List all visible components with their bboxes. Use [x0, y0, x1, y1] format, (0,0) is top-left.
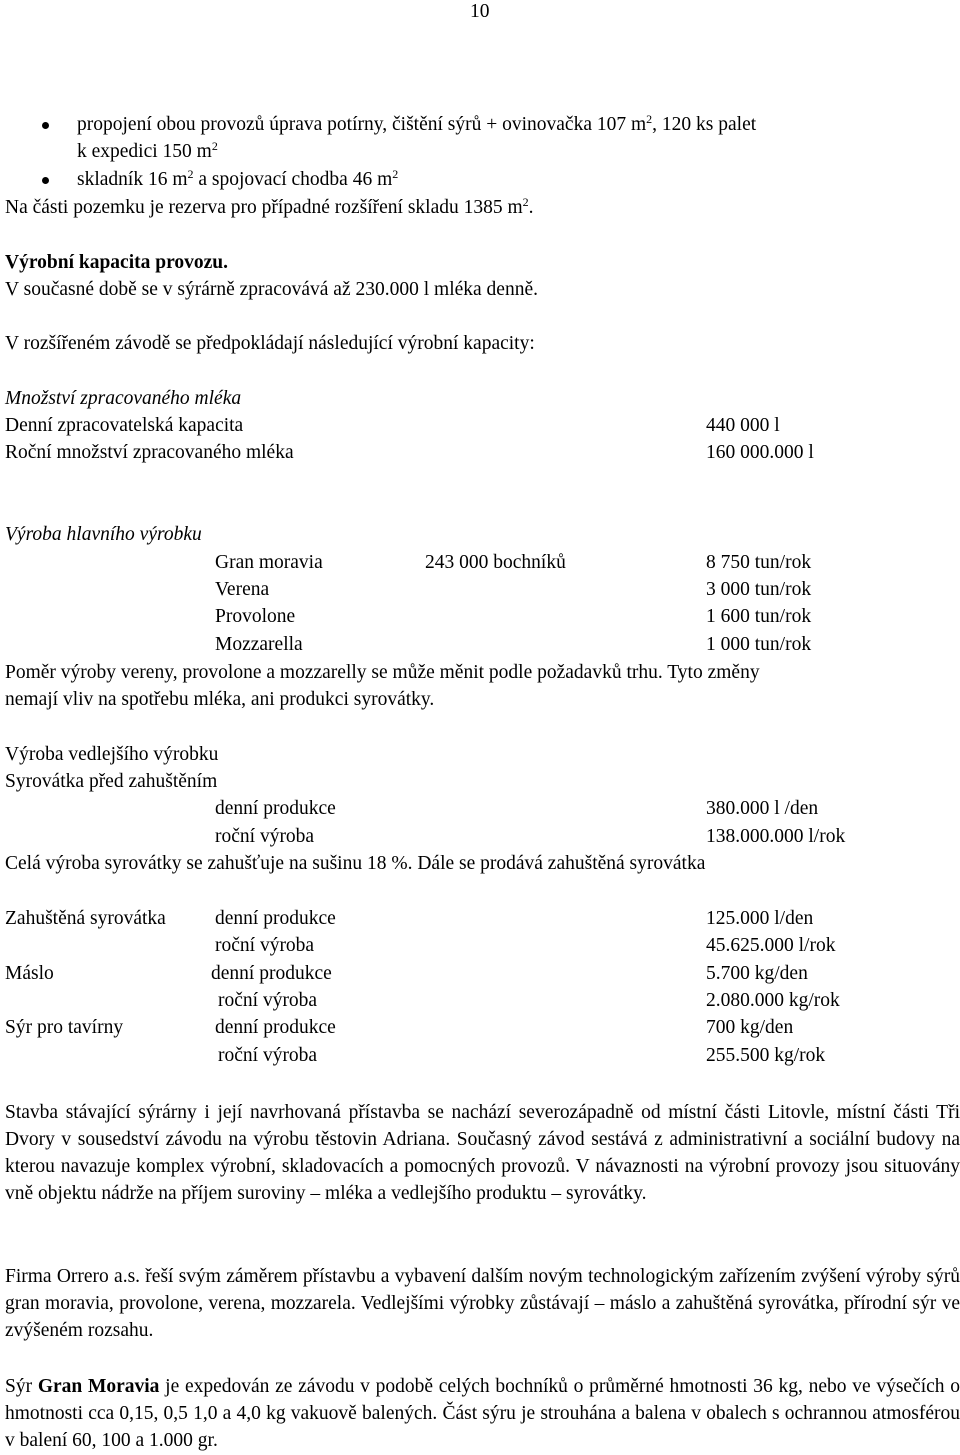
product-name: Zahuštěná syrovátka — [5, 908, 166, 929]
product-label: roční výroba — [215, 935, 315, 956]
page-number: 10 — [470, 1, 490, 22]
capacity-now: V současné době se v sýrárně zpracovává až 230.000 l mléka denně. — [5, 279, 538, 300]
bullet-dot — [42, 177, 49, 184]
side-product-value: 380.000 l /den — [706, 798, 819, 819]
product-value: 700 kg/den — [706, 1017, 794, 1038]
milk-row-value: 160 000.000 l — [706, 442, 814, 463]
side-product-note: Celá výroba syrovátky se zahušťuje na sušinu 18 %. Dále se prodává zahuštěná syrovátka — [5, 853, 706, 874]
main-product-name: Gran moravia — [215, 552, 323, 573]
side-product-label: roční výroba — [215, 826, 315, 847]
paragraph-plan: Firma Orrero a.s. řeší svým záměrem přístavbu a vybavení dalším novým technologickým zařízením zvýšení výroby sýrů gran moravia, provolone, verena, mozzarela. Vedlejšími výrobky zůstávají – máslo a zahuštěná syrovátka, přírodní sýr ve zvýšeném rozsahu. — [5, 1266, 960, 1341]
milk-row-value: 440 000 l — [706, 415, 780, 436]
paragraph-location: Stavba stávající sýrárny i její navrhovaná přístavba se nachází severozápadně od místní části Litovle, místní části Tři Dvory v sousedství závodu na výrobu těstovin Adriana. Současný závod sestává z administrativní a sociální budovy na kterou navazuje komplex výrobní, skladovacích a pomocných provozů. V návaznosti na výrobní provozy jsou situovány vně objektu nádrže na příjem suroviny – mléka a vedlejšího produktu – syrovátky. — [5, 1102, 960, 1204]
bullet-dot — [42, 122, 49, 129]
main-product-name: Verena — [215, 579, 270, 600]
side-product-subheading: Syrovátka před zahuštěním — [5, 771, 218, 792]
product-label: denní produkce — [215, 1017, 336, 1038]
main-product-value: 1 000 tun/rok — [706, 634, 812, 655]
bullet-item-1-line-2: k expedici 150 $m^2$ — [77, 139, 218, 162]
milk-row-label: Denní zpracovatelská kapacita — [5, 415, 244, 436]
product-value: 5.700 kg/den — [706, 963, 808, 984]
capacity-heading: Výrobní kapacita provozu. — [5, 252, 229, 273]
main-product-value: 8 750 tun/rok — [706, 552, 812, 573]
reserve-note: Na části pozemku je rezerva pro případné rozšíření skladu 1385 $m^2$. — [5, 195, 534, 218]
product-value: 255.500 kg/rok — [706, 1045, 826, 1066]
paragraph-gran-moravia: Sýr Gran Moravia je expedován ze závodu v podobě celých bochníků o průměrné hmotnosti 36 kg, nebo ve výsečích o hmotnosti cca 0,15, 0,5 1,0 a 4,0 kg vakuově balených. Část sýru je strouhána a balena v obalech s ochrannou atmosférou v balení 60, 100 a 1.000 gr. — [5, 1376, 960, 1451]
main-product-note: nemají vliv na spotřebu mléka, ani produkci syrovátky. — [5, 689, 435, 710]
milk-heading: Množství zpracovaného mléka — [5, 388, 242, 409]
product-name-bold: Gran Moravia — [37, 1376, 160, 1397]
capacity-future: V rozšířeném závodě se předpokládají následující výrobní kapacity: — [5, 333, 535, 354]
main-product-count: 243 000 bochníků — [425, 552, 566, 573]
side-product-heading: Výroba vedlejšího výrobku — [5, 744, 219, 765]
side-product-label: denní produkce — [215, 798, 336, 819]
main-product-heading: Výroba hlavního výrobku — [5, 524, 202, 545]
product-label: denní produkce — [215, 908, 336, 929]
main-product-value: 3 000 tun/rok — [706, 579, 812, 600]
product-value: 2.080.000 kg/rok — [706, 990, 840, 1011]
main-product-value: 1 600 tun/rok — [706, 606, 812, 627]
main-product-note: Poměr výroby vereny, provolone a mozzarelly se může měnit podle požadavků trhu. Tyto změny — [5, 662, 760, 683]
product-label: roční výroba — [218, 1045, 318, 1066]
main-product-name: Mozzarella — [215, 634, 303, 655]
bullet-item-1-line-1: propojení obou provozů úprava potírny, čištění sýrů + ovinovačka 107 $m^2$, 120 ks palet — [77, 112, 757, 135]
main-product-name: Provolone — [215, 606, 296, 627]
product-name: Máslo — [5, 963, 54, 984]
product-value: 125.000 l/den — [706, 908, 814, 929]
product-label: denní produkce — [211, 963, 332, 984]
bullet-item-2: skladník 16 $m^2$ a spojovací chodba 46 $m^2$ — [77, 167, 399, 190]
product-name: Sýr pro tavírny — [5, 1017, 124, 1038]
product-label: roční výroba — [218, 990, 318, 1011]
side-product-value: 138.000.000 l/rok — [706, 826, 846, 847]
product-value: 45.625.000 l/rok — [706, 935, 836, 956]
milk-row-label: Roční množství zpracovaného mléka — [5, 442, 294, 463]
